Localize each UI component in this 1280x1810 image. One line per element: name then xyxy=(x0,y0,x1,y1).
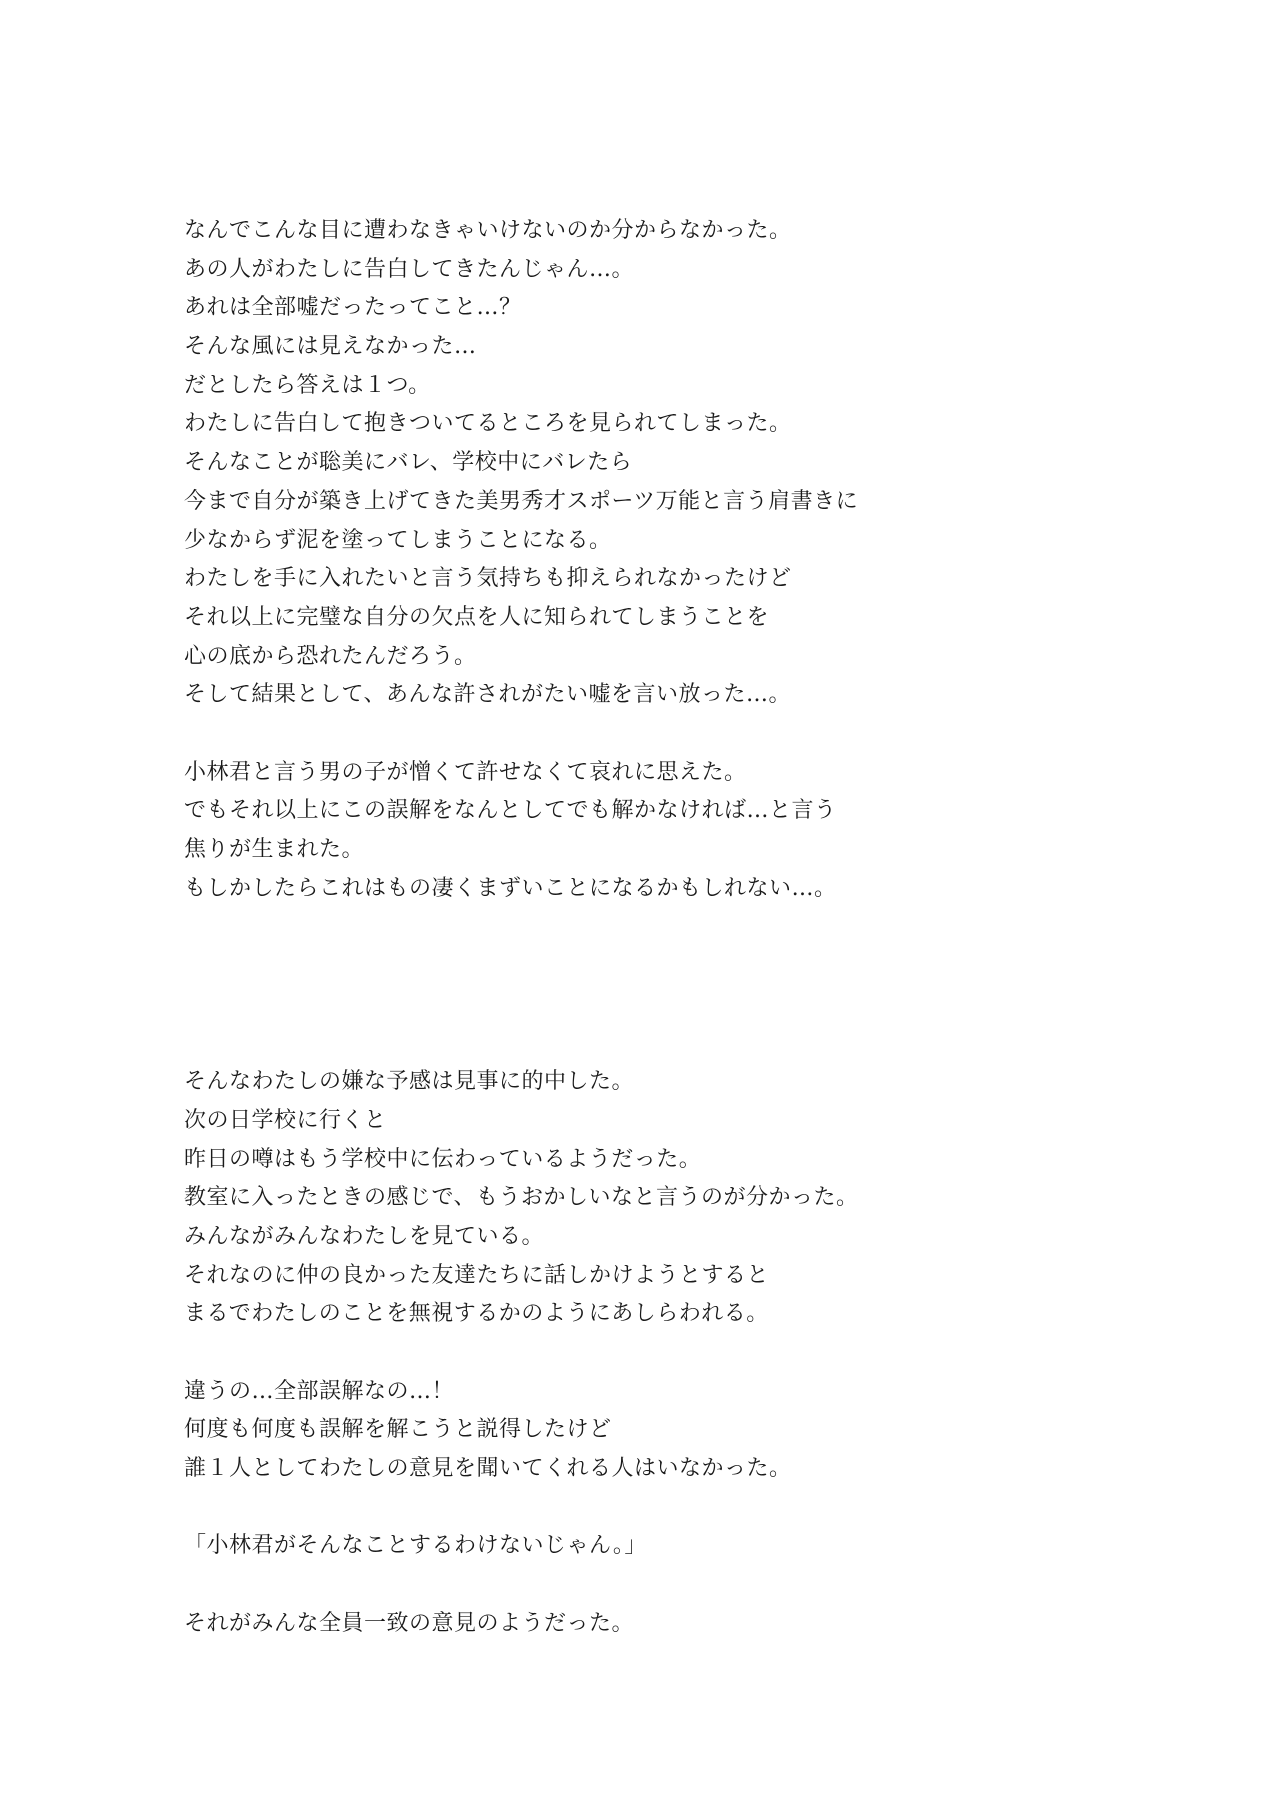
text-line: 少なからず泥を塗ってしまうことになる。 xyxy=(184,527,612,553)
text-line: 昨日の噂はもう学校中に伝わっているようだった。 xyxy=(184,1146,702,1172)
text-line: なんでこんな目に遭わなきゃいけないのか分からなかった。 xyxy=(184,218,792,243)
text-line: それ以上に完璧な自分の欠点を人に知られてしまうことを xyxy=(184,604,770,630)
blank-line xyxy=(184,908,1184,947)
blank-line xyxy=(184,1489,1184,1528)
text-line: 違うの…全部誤解なの…！ xyxy=(184,1378,455,1404)
text-line: そして結果として、あんな許されがたい嘘を言い放った…。 xyxy=(184,682,792,708)
text-line: 心の底から恐れたんだろう。 xyxy=(184,643,477,669)
text-line: もしかしたらこれはもの凄くまずいことになるかもしれない…。 xyxy=(184,875,837,901)
text-line: あれは全部嘘だったってこと…？ xyxy=(184,295,522,321)
text-line: わたしに告白して抱きついてるところを見られてしまった。 xyxy=(184,411,792,437)
blank-line xyxy=(184,986,1184,1025)
blank-line xyxy=(184,1334,1184,1373)
text-line: だとしたら答えは１つ。 xyxy=(184,372,431,398)
text-line: わたしを手に入れたいと言う気持ちも抑えられなかったけど xyxy=(184,566,792,592)
text-line: 今まで自分が築き上げてきた美男秀才スポーツ万能と言う肩書きに xyxy=(184,488,859,514)
text-line: そんなことが聡美にバレ、学校中にバレたら xyxy=(184,450,633,476)
text-line: それなのに仲の良かった友達たちに話しかけようとすると xyxy=(184,1262,770,1288)
text-line: まるでわたしのことを無視するかのようにあしらわれる。 xyxy=(184,1301,769,1327)
blank-line xyxy=(184,715,1184,754)
text-line: あの人がわたしに告白してきたんじゃん…。 xyxy=(184,256,635,282)
blank-line xyxy=(184,1566,1184,1605)
text-line: 何度も何度も誤解を解こうと説得したけど xyxy=(184,1417,612,1443)
text-line: 教室に入ったときの感じで、もうおかしいなと言うのが分かった。 xyxy=(184,1185,859,1211)
text-line: 小林君と言う男の子が憎くて許せなくて哀れに思えた。 xyxy=(184,759,747,785)
text-line: でもそれ以上にこの誤解をなんとしてでも解かなければ…と言う xyxy=(184,798,837,824)
blank-line xyxy=(184,947,1184,986)
text-line: 焦りが生まれた。 xyxy=(184,837,365,862)
blank-line xyxy=(184,1024,1184,1063)
body-text xyxy=(184,212,1184,1643)
text-line: 誰１人としてわたしの意見を聞いてくれる人はいなかった。 xyxy=(184,1456,792,1481)
text-line: そんなわたしの嫌な予感は見事に的中した。 xyxy=(184,1069,635,1095)
dialogue-line: 「小林君がそんなことするわけないじゃん。」 xyxy=(184,1533,647,1559)
text-line: みんながみんなわたしを見ている。 xyxy=(184,1223,545,1249)
text-line: それがみんな全員一致の意見のようだった。 xyxy=(184,1610,635,1636)
text-line: 次の日学校に行くと xyxy=(184,1107,387,1133)
text-line: そんな風には見えなかった… xyxy=(184,334,477,360)
